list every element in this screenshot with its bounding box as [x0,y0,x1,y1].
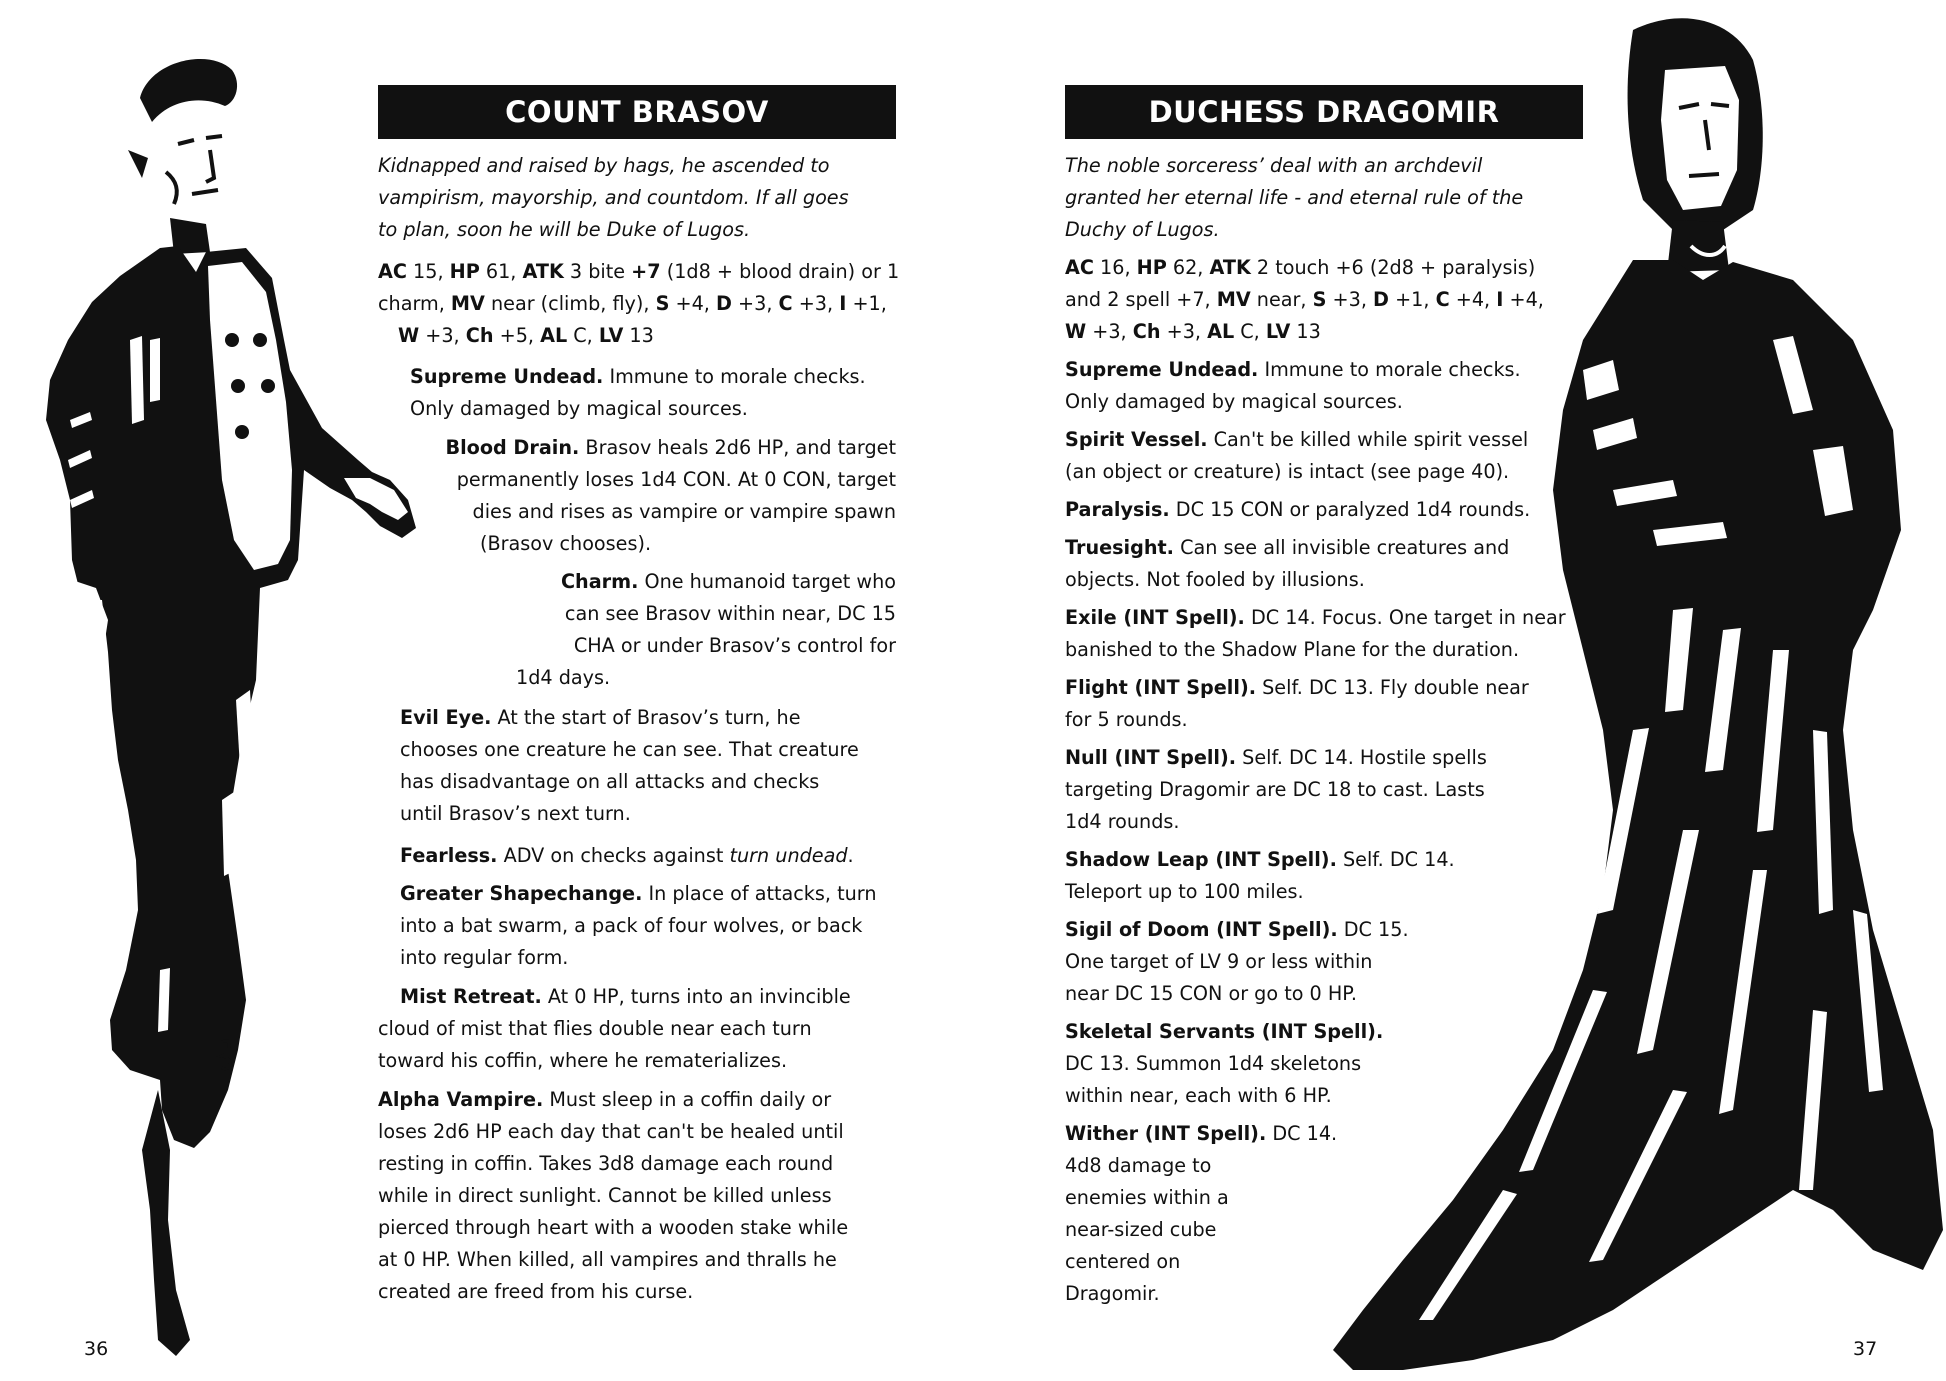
ability-name: Shadow Leap (INT Spell). [1065,848,1337,871]
ability-text: DC 13. Summon 1d4 skeletons [1065,1052,1362,1075]
ability-text: ADV on checks against [497,844,730,867]
ability-name: Null (INT Spell). [1065,746,1237,769]
ability-null [1065,742,1565,838]
stat-value: +3, [1086,320,1133,343]
ability-name: Truesight. [1065,536,1174,559]
ability-name: Charm. [560,570,639,593]
ability-text: Dragomir. [1065,1282,1160,1305]
ability-text: Must sleep in a coffin daily or [543,1088,832,1111]
ability-blood-drain [380,432,896,560]
stat-label: AL [540,324,568,347]
ability-text: targeting Dragomir are DC 18 to cast. Lasts [1065,778,1485,801]
ability-supreme-undead [1065,354,1565,418]
intro-line: Kidnapped and raised by hags, he ascended to [378,154,830,177]
ability-text: At 0 HP, turns into an invincible [541,985,851,1008]
creature-title: COUNT BRASOV [378,85,896,139]
intro-line: to plan, soon he will be Duke of Lugos. [378,218,751,241]
stat-label: I [839,292,847,315]
stat-label: C [778,292,793,315]
vampire-count-illustration-icon [10,40,430,1380]
ability-text: (an object or creature) is intact (see page 40). [1065,460,1510,483]
stat-label: D [1373,288,1389,311]
stat-line [378,320,896,352]
stat-value: C, [1234,320,1266,343]
stat-label: AC [1065,256,1094,279]
mist-line [378,981,896,1013]
ability-text: while in direct sunlight. Cannot be killed unless [378,1184,832,1207]
page-number: 37 [1853,1338,1878,1360]
ability-flight [1065,672,1565,736]
ability-text: One humanoid target who [638,570,896,593]
ability-text: near DC 15 CON or go to 0 HP. [1065,982,1357,1005]
charm-line [516,662,896,694]
ability-supreme-undead [410,361,896,425]
ability-name: Wither (INT Spell). [1065,1122,1267,1145]
stat-label: HP [449,260,480,283]
stat-label: HP [1136,256,1167,279]
ability-name: Paralysis. [1065,498,1170,521]
ability-alpha-vampire [378,1084,896,1308]
ability-text: created are freed from his curse. [378,1280,694,1303]
ability-text: into regular form. [400,946,569,969]
ability-text: Teleport up to 100 miles. [1065,880,1304,903]
ability-paralysis [1065,494,1565,526]
stat-value: +1, [1388,288,1436,311]
stat-value: +3, [419,324,466,347]
ability-text: toward his coffin, where he rematerializes. [378,1049,788,1072]
ability-name: Supreme Undead. [410,365,604,388]
stat-value: C, [567,324,599,347]
ability-text: 1d4 days. [516,666,611,689]
ability-text: has disadvantage on all attacks and checks [400,770,820,793]
stat-value: (1d8 + blood drain) or 1 [660,260,900,283]
ability-name: Alpha Vampire. [378,1088,544,1111]
ability-text-wrap [480,528,896,560]
ability-sigil-of-doom [1065,914,1565,1010]
ability-text: 4d8 damage to [1065,1154,1212,1177]
ability-text: DC 14. Focus. One target in near [1244,606,1566,629]
ability-greater-shapechange [400,878,896,974]
ability-text: can see Brasov within near, DC 15 [564,602,896,625]
stat-label: MV [1216,288,1251,311]
stat-value: charm, [378,292,451,315]
ability-name: Blood Drain. [445,436,580,459]
ability-shadow-leap [1065,844,1565,908]
ability-name: Supreme Undead. [1065,358,1259,381]
stat-label: LV [598,324,624,347]
stat-value: +4, [669,292,716,315]
stat-line [378,256,900,288]
ability-italic: turn undead [729,844,848,867]
stat-label: LV [1265,320,1291,343]
stat-value: +3, [731,292,779,315]
stat-value: 15, [406,260,450,283]
stat-value: +3, [1326,288,1374,311]
ability-name: Exile (INT Spell). [1065,606,1245,629]
stat-value: near, [1250,288,1313,311]
page-number: 36 [84,1338,109,1360]
stat-value: near (climb, fly), [484,292,656,315]
stat-label: S [1312,288,1327,311]
stat-value: 3 bite [563,260,632,283]
ability-text: enemies within a [1065,1186,1229,1209]
stat-line [378,288,896,320]
stat-value: 62, [1166,256,1210,279]
ability-text: banished to the Shadow Plane for the duration. [1065,638,1520,661]
stat-label: ATK [522,260,564,283]
stat-label: AL [1207,320,1235,343]
ability-name: Spirit Vessel. [1065,428,1208,451]
ability-charm [516,566,896,694]
ability-text: dies and rises as vampire or vampire spawn [472,500,896,523]
ability-text: DC 15 CON or paralyzed 1d4 rounds. [1169,498,1531,521]
stat-value: 61, [479,260,523,283]
stat-block [378,256,900,352]
ability-text: permanently loses 1d4 CON. At 0 CON, target [456,468,896,491]
ability-text: DC 14. [1266,1122,1338,1145]
stat-label: W [398,324,420,347]
ability-text: DC 15. [1337,918,1409,941]
charm-line [516,630,896,662]
intro-line: The noble sorceress’ deal with an archdevil [1065,154,1483,177]
ability-text: pierced through heart with a wooden stake while [378,1216,849,1239]
stat-value: 16, [1093,256,1137,279]
stat-label: S [655,292,670,315]
ability-truesight [1065,532,1565,596]
intro-line: vampirism, mayorship, and countdom. If all goes [378,186,849,209]
stat-value: and 2 spell +7, [1065,288,1217,311]
ability-text: within near, each with 6 HP. [1065,1084,1332,1107]
ability-name: Flight (INT Spell). [1065,676,1257,699]
ability-text: Immune to morale checks. [1258,358,1521,381]
ability-exile [1065,602,1605,666]
charm-line [516,566,896,598]
ability-text: loses 2d6 HP each day that can't be healed until [378,1120,844,1143]
stat-label: Ch [465,324,494,347]
ability-text: Immune to morale checks. [603,365,866,388]
ability-text: CHA or under Brasov’s control for [573,634,896,657]
ability-fearless [400,840,896,872]
ability-text: Can't be killed while spirit vessel [1207,428,1529,451]
ability-text: chooses one creature he can see. That creature [400,738,859,761]
stat-label: ATK [1209,256,1251,279]
creature-title: DUCHESS DRAGOMIR [1065,85,1583,139]
stat-label: I [1496,288,1504,311]
ability-text: Self. DC 14. Hostile spells [1236,746,1487,769]
creature-intro [378,150,898,246]
intro-line: Duchy of Lugos. [1065,218,1220,241]
stat-bonus: +7 [631,260,661,283]
ability-text: into a bat swarm, a pack of four wolves, or back [400,914,863,937]
ability-text: Only damaged by magical sources. [1065,390,1403,413]
stat-value: +4, [1449,288,1497,311]
stat-value: +4, [1503,288,1544,311]
ability-wither [1065,1118,1565,1310]
ability-text: Self. DC 14. [1336,848,1455,871]
creature-intro [1065,150,1625,246]
stat-label: D [716,292,732,315]
ability-name: Mist Retreat. [400,985,542,1008]
stat-value: +3, [792,292,840,315]
stat-label: AC [378,260,407,283]
stat-value: 13 [1290,320,1321,343]
right-page [973,0,1946,1381]
ability-mist-retreat [378,981,896,1077]
stat-value: 2 touch +6 (2d8 + paralysis) [1250,256,1536,279]
ability-name: Skeletal Servants (INT Spell). [1065,1020,1384,1043]
ability-text: objects. Not fooled by illusions. [1065,568,1365,591]
ability-text: At the start of Brasov’s turn, he [491,706,801,729]
ability-text: cloud of mist that flies double near each turn [378,1017,812,1040]
stat-label: W [1065,320,1087,343]
ability-text: Brasov heals 2d6 HP, and target [579,436,896,459]
stat-label: Ch [1132,320,1161,343]
intro-line: granted her eternal life - and eternal rule of the [1065,186,1524,209]
ability-text: 1d4 rounds. [1065,810,1180,833]
ability-text: Can see all invisible creatures and [1173,536,1510,559]
stat-value: 13 [623,324,654,347]
ability-spirit-vessel [1065,424,1565,488]
stat-label: MV [450,292,485,315]
ability-text: . [847,844,854,867]
ability-text: centered on [1065,1250,1181,1273]
ability-skeletal-servants [1065,1016,1565,1112]
ability-text: (Brasov chooses). [480,532,652,555]
ability-name: Greater Shapechange. [400,882,643,905]
ability-text: Self. DC 13. Fly double near [1256,676,1529,699]
stat-block [1065,252,1565,348]
ability-name: Evil Eye. [400,706,492,729]
ability-text: until Brasov’s next turn. [400,802,631,825]
ability-text: One target of LV 9 or less within [1065,950,1373,973]
ability-evil-eye [400,702,896,830]
ability-text: resting in coffin. Takes 3d8 damage each round [378,1152,834,1175]
ability-text: Only damaged by magical sources. [410,397,748,420]
stat-value: +3, [1160,320,1208,343]
ability-name: Fearless. [400,844,498,867]
ability-text: for 5 rounds. [1065,708,1188,731]
ability-text: near-sized cube [1065,1218,1217,1241]
ability-name: Sigil of Doom (INT Spell). [1065,918,1338,941]
ability-text: In place of attacks, turn [642,882,877,905]
stat-value: +5, [493,324,541,347]
ability-text: at 0 HP. When killed, all vampires and thralls he [378,1248,837,1271]
stat-value: +1, [846,292,887,315]
charm-line [516,598,896,630]
stat-label: C [1435,288,1450,311]
